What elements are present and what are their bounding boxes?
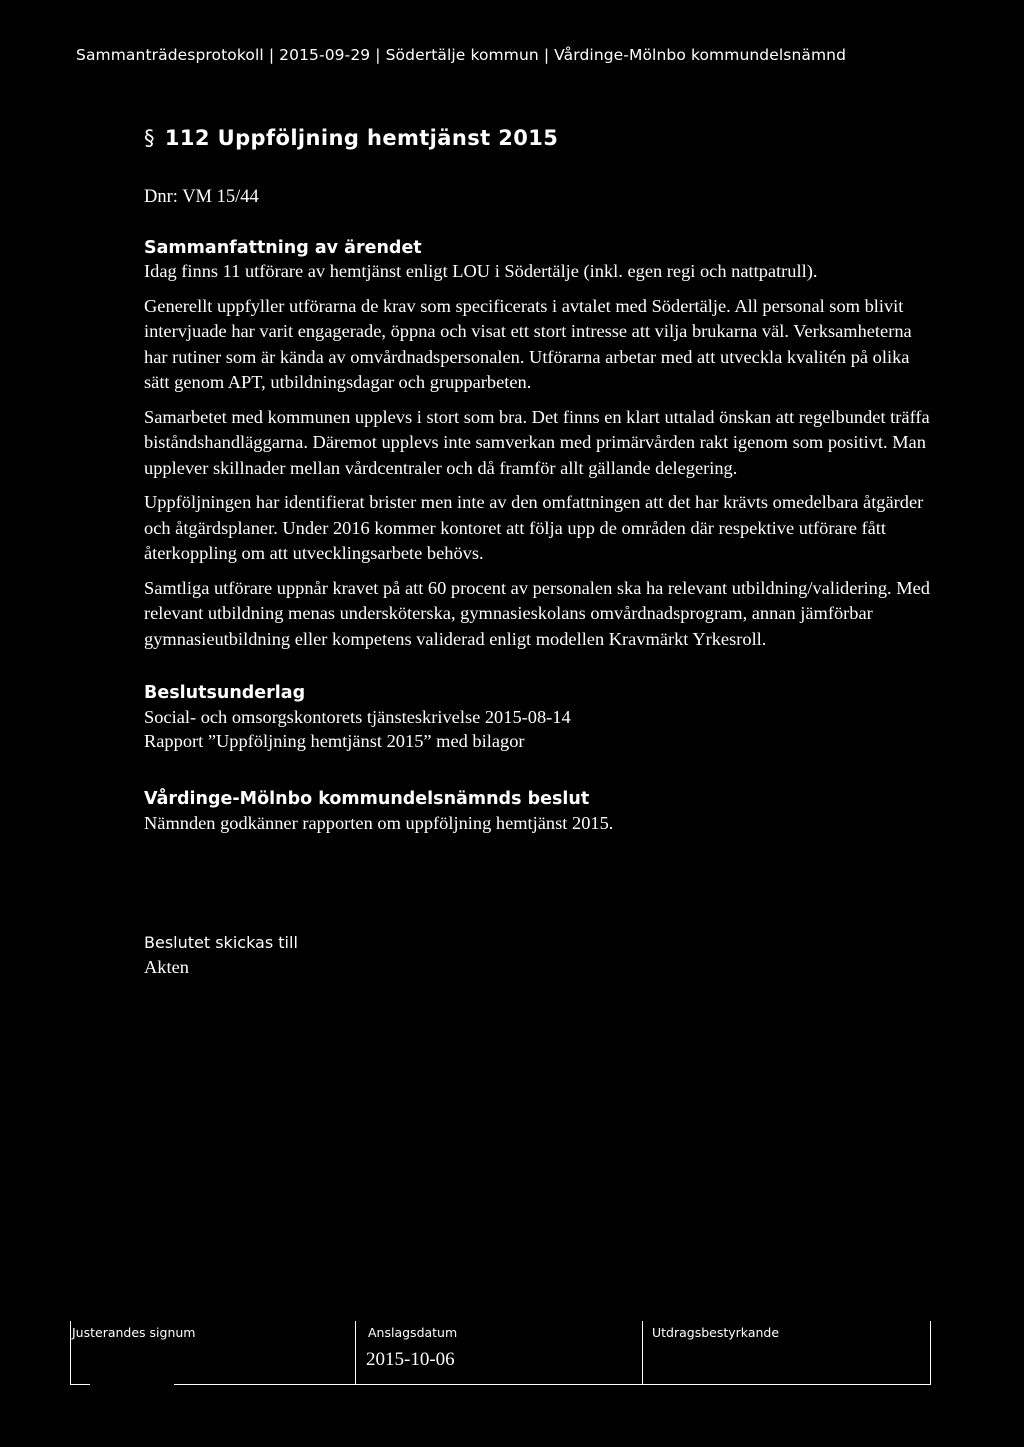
signature-box-right-border [930, 1321, 931, 1385]
basis-item: Rapport ”Uppföljning hemtjänst 2015” med bilagor [144, 731, 525, 751]
signature-label: Justerandes signum [72, 1325, 196, 1340]
signature-box [70, 1321, 932, 1385]
basis-heading: Beslutsunderlag [144, 683, 306, 703]
paragraph-sign: § [144, 126, 155, 150]
section-title [144, 126, 558, 150]
summary-paragraph: Samarbetet med kommunen upplevs i stort som bra. Det finns en klart uttalad önskan att regelbundet träffa biståndshandläggarna. Däremot upplevs inte samverkan med primärvården rakt igenom som positivt. Man upplever skillnader mellan vårdcentraler och då framför allt gällande delegering. [144, 406, 930, 478]
summary-paragraph: Samtliga utförare uppnår kravet på att 60 procent av personalen ska ha relevant utbildning/validering. Med relevant utbildning menas undersköterska, gymnasieskolans omvårdnadsprogram, annan jämförbar gymnasieutbildning eller kompetens validerad enligt modellen Kravmärkt Yrkesroll. [144, 577, 930, 649]
decision-heading: Vårdinge-Mölnbo kommundelsnämnds beslut [144, 789, 590, 809]
signature-box-divider [355, 1321, 356, 1385]
section-title-text: 112 Uppföljning hemtjänst 2015 [164, 126, 559, 150]
recipients-value: Akten [144, 957, 189, 977]
summary-paragraph: Generellt uppfyller utförarna de krav som specificerats i avtalet med Södertälje. All personal som blivit intervjuade har varit engagerade, öppna och visat ett stort intresse att vilja brukarna väl. Verksamheterna har rutiner som är kända av omvårdnadspersonalen. Utförarna arbetar med att utveckla kvalitén på olika sätt genom APT, utbildningsdagar och grupparbeten. [144, 295, 912, 392]
certification-label: Utdragsbestyrkande [652, 1325, 780, 1340]
signature-col-certification [650, 1321, 930, 1385]
page-header: Sammanträdesprotokoll | 2015-09-29 | Södertälje kommun | Vårdinge-Mölnbo kommundelsnämnd [76, 46, 847, 64]
signature-col-posting-date [366, 1321, 642, 1385]
decision-text: Nämnden godkänner rapporten om uppföljning hemtjänst 2015. [144, 813, 614, 833]
posting-date-label: Anslagsdatum [368, 1325, 458, 1340]
document-body [144, 236, 934, 835]
basis-item: Social- och omsorgskontorets tjänsteskrivelse 2015-08-14 [144, 707, 571, 727]
recipients-label: Beslutet skickas till [144, 933, 298, 952]
summary-paragraph: Uppföljningen har identifierat brister men inte av den omfattningen att det har krävts omedelbara åtgärder och åtgärdsplaner. Under 2016 kommer kontoret att följa upp de områden där respektive utförare fått återkoppling om att utvecklingsarbete behövs. [144, 492, 924, 563]
signature-col-initials [70, 1321, 355, 1385]
summary-paragraph: Idag finns 11 utförare av hemtjänst enligt LOU i Södertälje (inkl. egen regi och nattpatrull). [144, 261, 818, 281]
case-number: Dnr: VM 15/44 [144, 187, 259, 207]
recipients [144, 931, 298, 979]
summary-heading: Sammanfattning av ärendet [144, 238, 422, 258]
signature-box-divider [642, 1321, 643, 1385]
posting-date-value: 2015-10-06 [366, 1349, 455, 1370]
